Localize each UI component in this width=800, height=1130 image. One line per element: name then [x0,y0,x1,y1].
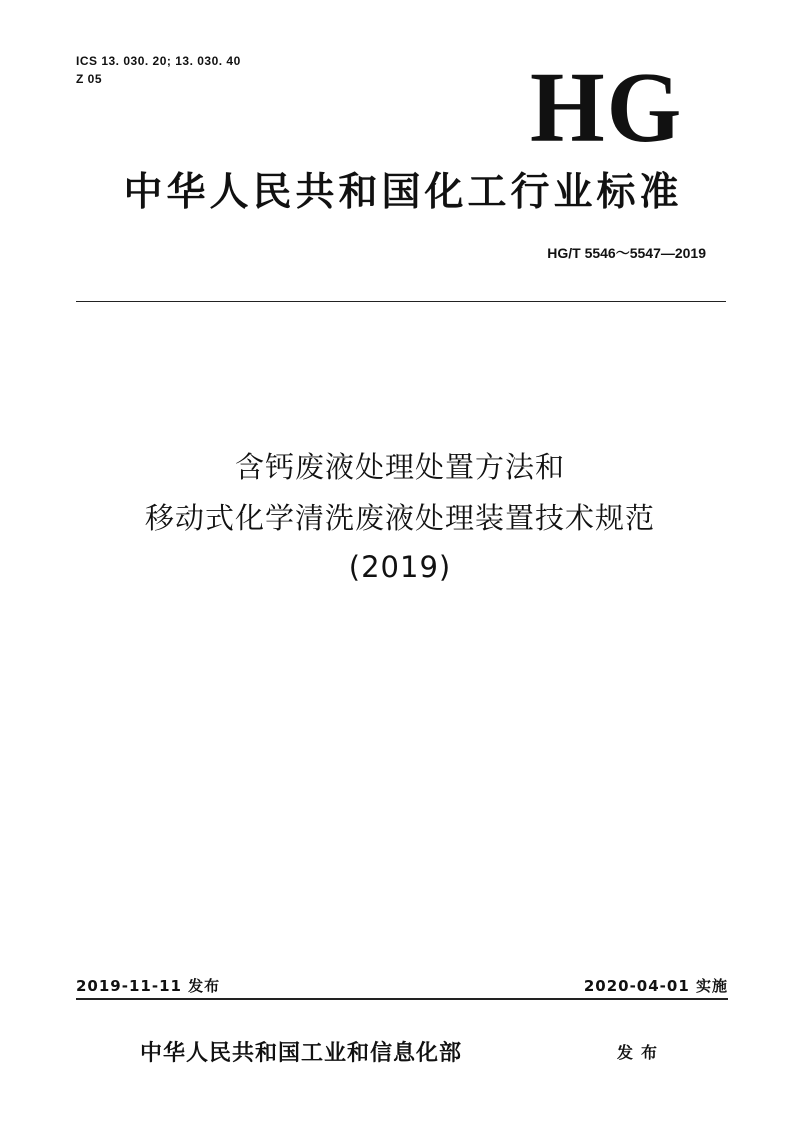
hg-logo: HG [530,50,684,164]
publish-label: 发布 [617,1043,666,1062]
document-title-line-1: 含钙废液处理处置方法和 [234,450,565,484]
top-divider [76,301,726,302]
ccs-code: Z 05 [76,72,103,86]
issue-date: 2019-11-11 发布 [76,977,221,995]
standard-number: HG/T 5546～5547—2019 [547,245,706,261]
document-title-line-2: 移动式化学清洗废液处理装置技术规范 [144,501,655,535]
ics-code: ICS 13. 030. 20; 13. 030. 40 [76,54,241,68]
standard-type-heading: 中华人民共和国化工行业标准 [123,169,683,215]
implementation-date: 2020-04-01 实施 [583,977,728,995]
document-title-year: (2019) [348,550,452,584]
publisher-name: 中华人民共和国工业和信息化部 [140,1040,463,1066]
bottom-divider [76,998,728,1000]
